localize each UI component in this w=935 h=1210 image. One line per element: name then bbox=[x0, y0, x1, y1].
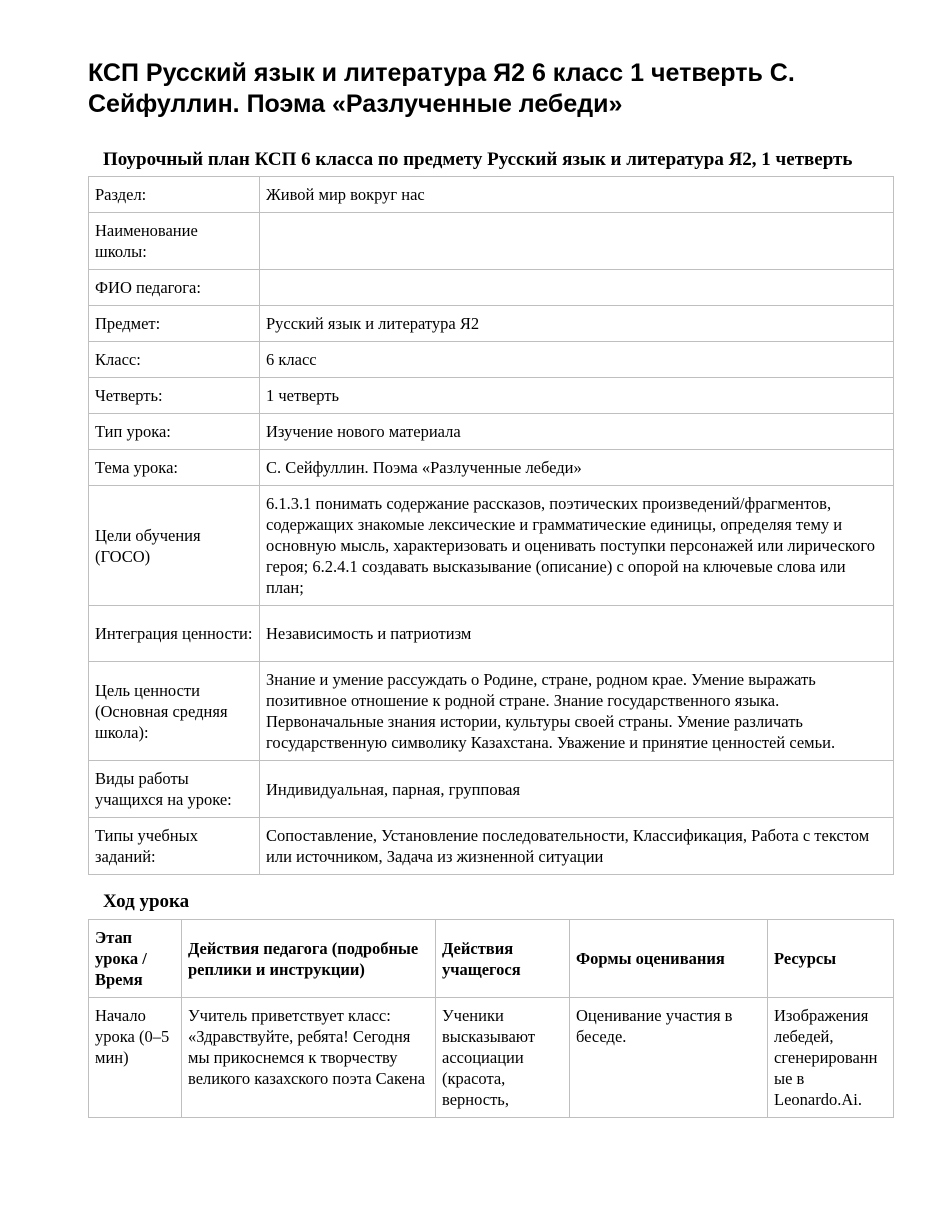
student-actions-cell: Ученики высказывают ассоциации (красота, верность, bbox=[436, 998, 570, 1118]
info-row-teacher bbox=[89, 270, 894, 306]
info-row-task-types bbox=[89, 818, 894, 875]
info-value: Изучение нового материала bbox=[260, 414, 894, 450]
info-row-lesson-topic bbox=[89, 450, 894, 486]
document-title: КСП Русский язык и литература Я2 6 класс 1 четверть С. Сейфуллин. Поэма «Разлученные лебеди» bbox=[88, 59, 795, 118]
info-row-school bbox=[89, 213, 894, 270]
info-value: Сопоставление, Установление последовательности, Классификация, Работа с текстом или источником, Задача из жизненной ситуации bbox=[260, 818, 894, 875]
document-page bbox=[88, 58, 893, 1118]
resources-cell: Изображения лебедей, сгенерированные в Leonardo.Ai. bbox=[768, 998, 894, 1118]
info-label: Класс: bbox=[89, 342, 260, 378]
info-label: Интеграция ценности: bbox=[89, 606, 260, 662]
info-row-value-integration bbox=[89, 606, 894, 662]
info-value: С. Сейфуллин. Поэма «Разлученные лебеди» bbox=[260, 450, 894, 486]
info-label: Типы учебных заданий: bbox=[89, 818, 260, 875]
info-row-section bbox=[89, 177, 894, 213]
info-label: Раздел: bbox=[89, 177, 260, 213]
info-row-quarter bbox=[89, 378, 894, 414]
info-label: Цели обучения (ГОСО) bbox=[89, 486, 260, 606]
info-label: Тема урока: bbox=[89, 450, 260, 486]
assessment-cell: Оценивание участия в беседе. bbox=[570, 998, 768, 1118]
info-label: Наименование школы: bbox=[89, 213, 260, 270]
info-value: Знание и умение рассуждать о Родине, стране, родном крае. Умение выражать позитивное отношение к родной стране. Знание государственного языка. Первоначальные знания истории, культуры своей страны. Умение различать государственную символику Казахстана. Уважение и принятие ценностей семьи. bbox=[260, 662, 894, 761]
teacher-actions-cell: Учитель приветствует класс: «Здравствуйте, ребята! Сегодня мы прикоснемся к творчеству великого казахского поэта Сакена bbox=[182, 998, 436, 1118]
info-row-value-goal bbox=[89, 662, 894, 761]
info-value: Индивидуальная, парная, групповая bbox=[260, 761, 894, 818]
info-row-grade bbox=[89, 342, 894, 378]
info-row-learning-goals bbox=[89, 486, 894, 606]
info-value: 6 класс bbox=[260, 342, 894, 378]
header-assessment-forms: Формы оценивания bbox=[570, 920, 768, 998]
plan-heading: Поурочный план КСП 6 класса по предмету Русский язык и литература Я2, 1 четверть bbox=[103, 149, 853, 170]
table-row bbox=[89, 998, 894, 1118]
header-stage-time: Этап урока / Время bbox=[89, 920, 182, 998]
info-label: Цель ценности (Основная средняя школа): bbox=[89, 662, 260, 761]
header-teacher-actions: Действия педагога (подробные реплики и инструкции) bbox=[182, 920, 436, 998]
info-value bbox=[260, 213, 894, 270]
lesson-table-header-row bbox=[89, 920, 894, 998]
lesson-progress-table bbox=[88, 919, 894, 1118]
info-label: Четверть: bbox=[89, 378, 260, 414]
info-value: Живой мир вокруг нас bbox=[260, 177, 894, 213]
info-row-lesson-type bbox=[89, 414, 894, 450]
info-label: Тип урока: bbox=[89, 414, 260, 450]
info-label: Виды работы учащихся на уроке: bbox=[89, 761, 260, 818]
lesson-progress-heading: Ход урока bbox=[103, 891, 190, 912]
stage-time-cell: Начало урока (0–5 мин) bbox=[89, 998, 182, 1118]
info-label: Предмет: bbox=[89, 306, 260, 342]
info-value: 1 четверть bbox=[260, 378, 894, 414]
lesson-info-table bbox=[88, 176, 894, 875]
info-value bbox=[260, 270, 894, 306]
info-value: 6.1.3.1 понимать содержание рассказов, поэтических произведений/фрагментов, содержащих знакомые лексические и грамматические единицы, определяя тему и основную мысль, характеризовать и оценивать поступки персонажей или лирического героя; 6.2.4.1 создавать высказывание (описание) с опорой на ключевые слова или план; bbox=[260, 486, 894, 606]
info-value: Независимость и патриотизм bbox=[260, 606, 894, 662]
info-label: ФИО педагога: bbox=[89, 270, 260, 306]
header-student-actions: Действия учащегося bbox=[436, 920, 570, 998]
info-value: Русский язык и литература Я2 bbox=[260, 306, 894, 342]
info-row-subject bbox=[89, 306, 894, 342]
header-resources: Ресурсы bbox=[768, 920, 894, 998]
info-row-work-types bbox=[89, 761, 894, 818]
